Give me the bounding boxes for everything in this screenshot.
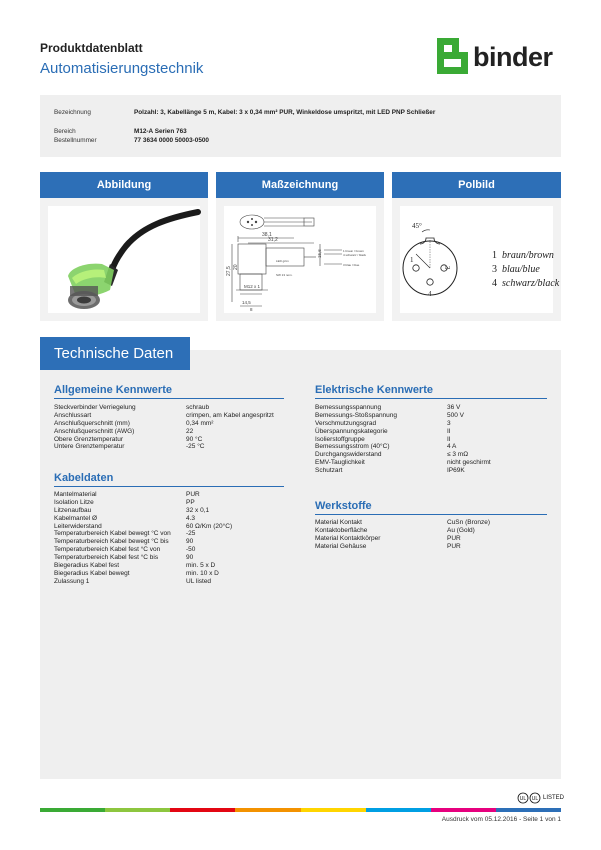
- wire-label-1: 1 braun / brown: [343, 249, 364, 253]
- row-value: schraub: [186, 404, 210, 411]
- table-row: [315, 443, 547, 451]
- ul-logo-icon: [517, 792, 541, 804]
- dim-31-2: 31,2: [268, 237, 278, 243]
- table-row: [54, 562, 284, 570]
- row-value: PUR: [186, 491, 200, 498]
- dim-38-1: 38,1: [262, 232, 272, 238]
- panel-header-abbildung: Abbildung: [40, 172, 208, 198]
- table-row: [54, 420, 284, 428]
- row-value: min. 10 x D: [186, 569, 219, 577]
- row-label: Temperaturbereich Kabel fest °C von: [54, 546, 161, 554]
- row-value: 90 °C: [186, 435, 203, 443]
- table-row: [315, 467, 547, 475]
- pin-4-label: 4: [428, 290, 432, 298]
- table-row: [315, 428, 547, 436]
- table-row: [54, 499, 284, 507]
- dim-27-5: 27,5: [226, 266, 232, 276]
- section-title-general: Allgemeine Kennwerte: [54, 384, 172, 396]
- row-value: IP69K: [447, 467, 465, 475]
- panel-polbild: [392, 172, 561, 321]
- row-label: Temperaturbereich Kabel fest °C bis: [54, 554, 159, 562]
- table-row: [315, 519, 547, 527]
- row-label: Isolierstoffgruppe: [315, 435, 365, 443]
- row-label: Material Kontakt: [315, 519, 362, 526]
- materials-table: [315, 519, 547, 551]
- binder-logo: [436, 38, 558, 74]
- row-value: -50: [186, 546, 196, 554]
- row-value: 90: [186, 538, 194, 546]
- dimension-drawing: [224, 206, 376, 313]
- row-label: Kontaktoberfläche: [315, 526, 368, 534]
- product-info-box: [40, 95, 561, 157]
- table-row: [315, 451, 547, 459]
- row-value: 36 V: [447, 404, 461, 411]
- wrench-size-label: SW 13 nom.: [276, 273, 293, 277]
- legend-num: 1: [492, 250, 497, 261]
- row-label: Anschlußquerschnitt (mm): [54, 419, 130, 427]
- row-value: 32 x 0,1: [186, 506, 210, 514]
- info-value: M12-A Serien 763: [134, 128, 187, 135]
- table-row: [54, 546, 284, 554]
- stripe-segment: [105, 808, 170, 812]
- row-label: Anschlussart: [54, 411, 92, 419]
- cable-table: [54, 491, 284, 586]
- row-value: 90: [186, 554, 194, 562]
- dim-20: 20: [233, 264, 239, 270]
- panel-masszeichnung: [216, 172, 384, 321]
- legend-num: 3: [492, 264, 497, 275]
- section-divider: [315, 398, 547, 399]
- row-label: Anschlußquerschnitt (AWG): [54, 427, 135, 435]
- table-row: [54, 404, 284, 412]
- brand-color-stripe: [40, 808, 561, 812]
- row-label: Material Gehäuse: [315, 542, 367, 550]
- table-row: [54, 491, 284, 499]
- stripe-segment: [40, 808, 105, 812]
- row-label: Verschmutzungsgrad: [315, 419, 377, 427]
- row-value: nicht geschirmt: [447, 459, 491, 467]
- row-label: Untere Grenztemperatur: [54, 443, 125, 451]
- row-label: Leiterwiderstand: [54, 522, 102, 530]
- row-value: UL listed: [186, 577, 212, 585]
- table-row: [315, 527, 547, 535]
- info-value: Polzahl: 3, Kabellänge 5 m, Kabel: 3 x 0,34 mm² PUR, Winkeldose umspritzt, mit LED PNP Schließer: [134, 109, 436, 116]
- svg-text:UL: UL: [531, 796, 539, 802]
- row-value: 4 A: [447, 443, 457, 451]
- info-value: 77 3634 0000 50003-0500: [134, 137, 209, 144]
- section-divider: [54, 486, 284, 487]
- table-row: [315, 543, 547, 551]
- electrical-table: [315, 404, 547, 475]
- row-label: Bemessungs-Stoßspannung: [315, 411, 398, 419]
- row-label: Isolation Litze: [54, 498, 94, 506]
- table-row: [54, 570, 284, 578]
- row-label: Biegeradius Kabel bewegt: [54, 569, 130, 577]
- binder-logo-icon: [436, 38, 472, 74]
- section-title-cable: Kabeldaten: [54, 472, 114, 484]
- table-row: [315, 412, 547, 420]
- row-label: Temperaturbereich Kabel bewegt °C bis: [54, 538, 169, 546]
- led-label: LED grün: [276, 259, 289, 263]
- panel-header-polbild: Polbild: [392, 172, 561, 198]
- stripe-segment: [301, 808, 366, 812]
- row-label: Bemessungsspannung: [315, 404, 382, 411]
- dim-14-5: 14,5: [242, 300, 251, 305]
- table-row: [54, 443, 284, 451]
- row-value: PP: [186, 498, 195, 506]
- wire-label-3: 3 blau / blue: [343, 263, 360, 267]
- angle-label: 45°: [412, 222, 422, 230]
- row-label: Bemessungsstrom (40°C): [315, 443, 390, 451]
- ul-listed-label: LISTED: [543, 795, 565, 801]
- row-label: Mantelmaterial: [54, 491, 97, 498]
- row-label: Schutzart: [315, 467, 343, 475]
- row-value: 60 Ω/Km (20°C): [186, 522, 233, 530]
- ul-listed-mark: [517, 792, 564, 804]
- row-label: Durchgangswiderstand: [315, 451, 382, 459]
- dim-m12: M12 x 1: [244, 284, 261, 289]
- row-label: Temperaturbereich Kabel bewegt °C von: [54, 530, 171, 538]
- legend-text: braun/brown: [502, 250, 554, 261]
- row-label: Überspannungskategorie: [315, 427, 388, 435]
- row-value: 500 V: [447, 411, 464, 419]
- info-label: Bestellnummer: [54, 137, 97, 144]
- legend-text: blau/blue: [502, 264, 540, 275]
- row-label: Steckverbinder Verriegelung: [54, 404, 136, 411]
- pin-diagram-svg: [400, 206, 560, 313]
- document-title: Produktdatenblatt: [40, 41, 143, 55]
- general-table: [54, 404, 284, 451]
- row-value: ≤ 3 mΩ: [447, 451, 469, 459]
- table-row: [54, 554, 284, 562]
- connector-photo: [48, 206, 200, 313]
- pin-diagram: [400, 206, 560, 313]
- row-label: Zulassung 1: [54, 577, 90, 585]
- row-value: 0,34 mm²: [186, 419, 214, 427]
- dimension-drawing-svg: [224, 206, 376, 313]
- pin-1-label: 1: [410, 256, 414, 264]
- row-label: Material Kontaktkörper: [315, 534, 381, 542]
- dim-8: 8: [250, 307, 253, 312]
- row-label: Litzenaufbau: [54, 506, 92, 514]
- technical-data-tab: Technische Daten: [40, 337, 190, 370]
- row-label: EMV-Tauglichkeit: [315, 459, 365, 467]
- stripe-segment: [431, 808, 496, 812]
- row-label: Obere Grenztemperatur: [54, 435, 124, 443]
- svg-text:UL: UL: [519, 796, 527, 802]
- panel-header-masszeichnung: Maßzeichnung: [216, 172, 384, 198]
- section-title-materials: Werkstoffe: [315, 500, 372, 512]
- stripe-segment: [170, 808, 235, 812]
- document-subtitle: Automatisierungstechnik: [40, 60, 204, 77]
- stripe-segment: [235, 808, 300, 812]
- section-divider: [54, 398, 284, 399]
- table-row: [54, 412, 284, 420]
- table-row: [54, 428, 284, 436]
- section-title-electrical: Elektrische Kennwerte: [315, 384, 433, 396]
- row-value: 22: [186, 427, 194, 435]
- dim-15-6: 15,6: [317, 249, 322, 258]
- stripe-segment: [496, 808, 561, 812]
- product-image: [48, 206, 200, 313]
- table-row: [54, 436, 284, 444]
- pin-3-label: 3: [443, 266, 451, 270]
- row-label: Biegeradius Kabel fest: [54, 562, 120, 570]
- row-value: -25: [186, 530, 196, 538]
- row-value: PUR: [447, 542, 461, 550]
- row-value: 4.3: [186, 514, 196, 522]
- logo-wordmark: binder: [473, 42, 553, 72]
- row-value: CuSn (Bronze): [447, 519, 490, 526]
- row-value: PUR: [447, 534, 461, 542]
- stripe-segment: [366, 808, 431, 812]
- row-value: Au (Gold): [447, 526, 475, 534]
- table-row: [315, 459, 547, 467]
- row-value: crimpen, am Kabel angespritzt: [186, 411, 274, 419]
- legend-text: schwarz/black: [502, 278, 560, 289]
- table-row: [54, 578, 284, 586]
- table-row: [315, 420, 547, 428]
- table-row: [54, 507, 284, 515]
- row-label: Kabelmantel Ø: [54, 514, 97, 522]
- legend-num: 4: [492, 278, 497, 289]
- row-value: 3: [447, 419, 451, 427]
- row-value: -25 °C: [186, 443, 205, 451]
- table-row: [315, 535, 547, 543]
- print-footer: Ausdruck vom 05.12.2016 - Seite 1 von 1: [441, 816, 561, 823]
- table-row: [54, 515, 284, 523]
- panel-abbildung: [40, 172, 208, 321]
- info-label: Bezeichnung: [54, 109, 91, 116]
- row-value: min. 5 x D: [186, 562, 216, 570]
- section-divider: [315, 514, 547, 515]
- row-value: II: [447, 435, 451, 443]
- row-value: II: [447, 427, 451, 435]
- table-row: [315, 404, 547, 412]
- info-label: Bereich: [54, 128, 76, 135]
- wire-label-2: 4 schwarz / black: [343, 253, 367, 257]
